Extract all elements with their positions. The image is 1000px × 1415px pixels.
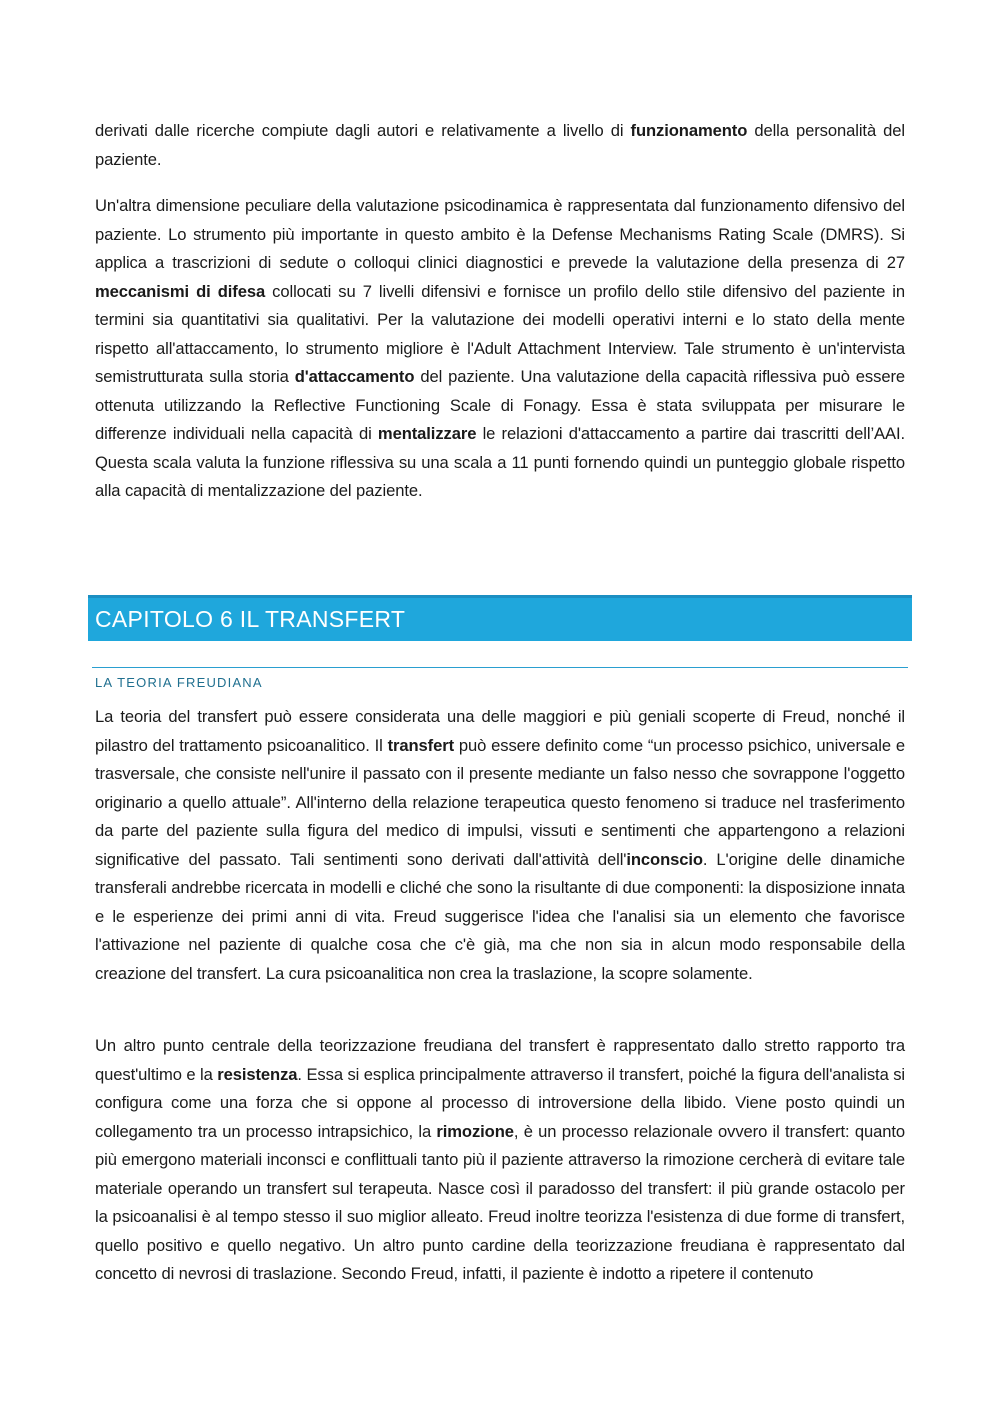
- text-run: La teoria del transfert può essere considerata una delle maggiori e più geniali scoperte di Freud, nonché il pilastro del trattamento psicoanalitico. Il: [95, 707, 905, 755]
- bold-term: d'attaccamento: [294, 367, 415, 386]
- section-title: LA TEORIA FREUDIANA: [95, 675, 263, 690]
- paragraph-2: [95, 192, 905, 506]
- paragraph-1: [95, 117, 905, 174]
- bold-term: mentalizzare: [377, 424, 477, 443]
- bold-term: transfert: [387, 735, 454, 755]
- section-divider: [92, 667, 908, 668]
- bold-term: resistenza: [217, 1064, 298, 1084]
- text-run: della personalità del paziente.: [95, 121, 905, 169]
- text-run: collocati su 7 livelli difensivi e fornisce un profilo dello stile difensivo del paziente in termini sia quantitativi sia qualitativi. Per la valutazione dei modelli operativi interni e lo stato della mente rispetto all'attaccamento, lo strumento migliore è l'Adult Attachment Interview. Tale strumento è un'intervista semistrutturata sulla storia: [95, 281, 906, 386]
- text-run: . L'origine delle dinamiche transferali andrebbe ricercata in modelli e cliché che sono la risultante di due componenti: la disposizione innata e le esperienze dei primi anni di vita. Freud suggerisce l'idea che l'analisi sia un elemento che favorisce l'attivazione nel paziente di qualche cosa che c'è già, ma che non sia in alcun modo responsabile della creazione del transfert. La cura psicoanalitica non crea la traslazione, la scopre solamente.: [95, 849, 905, 983]
- chapter-title: CAPITOLO 6 IL TRANSFERT: [95, 606, 406, 632]
- text-run: Un'altra dimensione peculiare della valutazione psicodinamica è rappresentata dal funzionamento difensivo del paziente. Lo strumento più importante in questo ambito è la Defense Mechanisms Rating Scale (DMRS). Si applica a trascrizioni di sedute o colloqui clinici diagnostici e prevede la valutazione della presenza di 27: [95, 196, 905, 272]
- text-run: le relazioni d'attaccamento a partire dai trascritti dell’AAI. Questa scala valuta la funzione riflessiva su una scala a 11 punti fornendo quindi un punteggio globale rispetto alla capacità di mentalizzazione del paziente.: [95, 424, 905, 500]
- bold-term: funzionamento: [630, 121, 748, 140]
- bold-term: meccanismi di difesa: [95, 281, 266, 301]
- text-run: derivati dalle ricerche compiute dagli autori e relativamente a livello di: [95, 121, 631, 140]
- text-run: del paziente. Una valutazione della capacità riflessiva può essere ottenuta utilizzando la Reflective Functioning Scale di Fonagy. Essa è stata sviluppata per misurare le differenze individuali nella capacità di: [95, 367, 905, 443]
- text-run: , è un processo relazionale ovvero il transfert: quanto più emergono materiali inconsci e conflittuali tanto più il paziente attraverso la rimozione cercherà di evitare tale materiale operando un transfert sul terapeuta. Nasce così il paradosso del transfert: il più grande ostacolo per la psicoanalisi è al tempo stesso il suo miglior alleato. Freud inoltre teorizza l'esistenza di due forme di transfert, quello positivo e quello negativo. Un altro punto cardine della teorizzazione freudiana è rappresentato dal concetto di nevrosi di traslazione. Secondo Freud, infatti, il paziente è indotto a ripetere il contenuto: [95, 1121, 905, 1283]
- text-run: può essere definito come “un processo psichico, universale e trasversale, che consiste nell'unire il passato con il presente mediante un falso nesso che sovrappone l'oggetto originario a quello attuale”. All'interno della relazione terapeutica questo fenomeno si traduce nel trasferimento da parte del paziente sulla figura del medico di impulsi, vissuti e sentimenti che appartengono a relazioni significative del passato. Tali sentimenti sono derivati dall'attività dell': [95, 735, 905, 869]
- paragraph-4: [95, 1032, 905, 1289]
- bold-term: rimozione: [436, 1121, 514, 1141]
- text-run: . Essa si esplica principalmente attraverso il transfert, poiché la figura dell'analista si configura come una forza che si oppone al processo di introversione della libido. Viene posto quindi un collegamento tra un processo intrapsichico, la: [95, 1064, 906, 1141]
- bold-term: inconscio: [626, 849, 703, 869]
- chapter-banner: [88, 595, 912, 641]
- text-run: Un altro punto centrale della teorizzazione freudiana del transfert è rappresentato dallo stretto rapporto tra quest'ultimo e la: [95, 1036, 905, 1084]
- paragraph-3: [95, 703, 905, 988]
